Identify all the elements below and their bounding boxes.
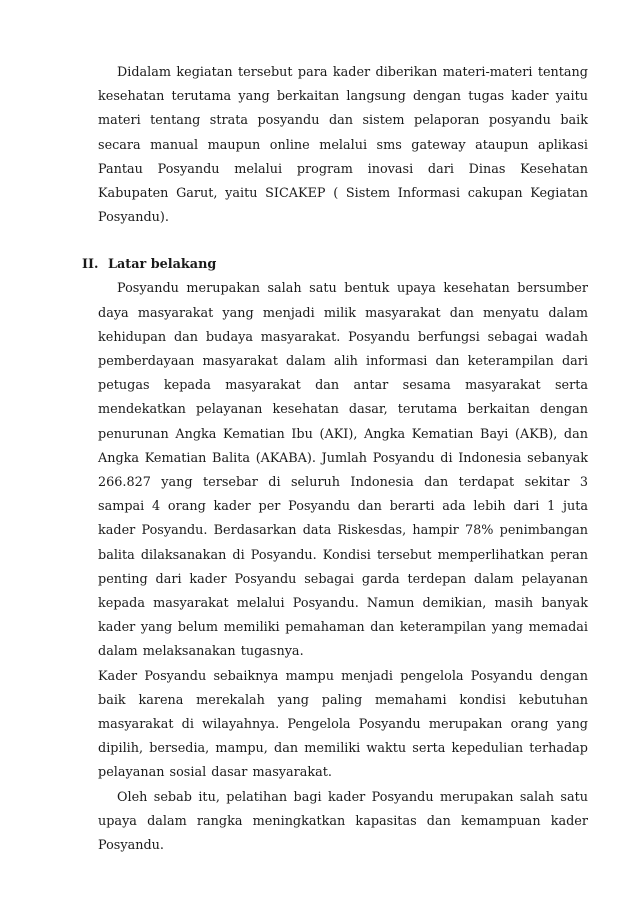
section-paragraph-2: Kader Posyandu sebaiknya mampu menjadi pengelola Posyandu dengan baik karena merekalah yang paling memahami kondisi kebutuhan masyarakat di wilayahnya. Pengelola Posyandu merupakan orang yang dipilih, bersedia, mampu, dan memiliki waktu serta kepedulian terhadap pelayanan sosial dasar masyarakat. (98, 668, 588, 781)
section-spacer (98, 230, 588, 253)
section-title: Latar belakang (108, 257, 217, 273)
document-page (82, 61, 588, 858)
intro-paragraph: Didalam kegiatan tersebut para kader diberikan materi-materi tentang kesehatan terutama yang berkaitan langsung dengan tugas kader yaitu materi tentang strata posyandu dan sistem pelaporan posyandu baik secara manual maupun online melalui sms gateway ataupun aplikasi Pantau Posyandu melalui program inovasi dari Dinas Kesehatan Kabupaten Garut, yaitu SICAKEP ( Sistem Informasi cakupan Kegiatan Posyandu). (98, 65, 588, 226)
section-paragraph-3: Oleh sebab itu, pelatihan bagi kader Posyandu merupakan salah satu upaya dalam rangka meningkatkan kapasitas dan kemampuan kader Posyandu. (98, 789, 588, 854)
section-heading (82, 253, 588, 277)
section-number: II. (82, 257, 99, 273)
section-paragraph-1: Posyandu merupakan salah satu bentuk upaya kesehatan bersumber daya masyarakat yang menjadi milik masyarakat dan menyatu dalam kehidupan dan budaya masyarakat. Posyandu berfungsi sebagai wadah pemberdayaan masyarakat dalam alih informasi dan keterampilan dari petugas kepada masyarakat dan antar sesama masyarakat serta mendekatkan pelayanan kesehatan dasar, terutama berkaitan dengan penurunan Angka Kematian Ibu (AKI), Angka Kematian Bayi (AKB), dan Angka Kematian Balita (AKABA). Jumlah Posyandu di Indonesia sebanyak 266.827 yang tersebar di seluruh Indonesia dan terdapat sekitar 3 sampai 4 orang kader per Posyandu dan berarti ada lebih dari 1 juta kader Posyandu. Berdasarkan data Riskesdas, hampir 78% penimbangan balita dilaksanakan di Posyandu. Kondisi tersebut memperlihatkan peran penting dari kader Posyandu sebagai garda terdepan dalam pelayanan kepada masyarakat melalui Posyandu. Namun demikian, masih banyak kader yang belum memiliki pemahaman dan keterampilan yang memadai dalam melaksanakan tugasnya. (98, 281, 588, 660)
